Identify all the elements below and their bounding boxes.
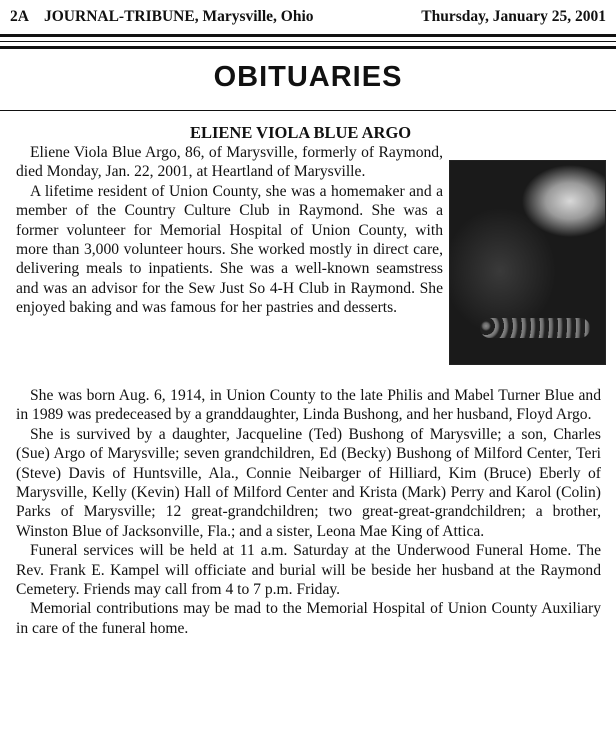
issue-date: Thursday, January 25, 2001 <box>421 8 606 25</box>
obituary-paragraph-services: Funeral services will be held at 11 a.m. Saturday at the Underwood Funeral Home. The Rev. Frank E. Kampel will officiate and burial will be beside her husband at the Raymond Cemetery. Friends may call from 4 to 7 p.m. Friday. <box>16 542 601 599</box>
masthead <box>10 6 606 28</box>
section-title: OBITUARIES <box>213 61 403 93</box>
photo-necklace-detail <box>480 318 590 338</box>
obituary-column-beside-photo <box>16 143 443 318</box>
paper-name: JOURNAL-TRIBUNE, Marysville, Ohio <box>44 8 314 25</box>
obituary-paragraph-birth: She was born Aug. 6, 1914, in Union County to the late Philis and Mabel Turner Blue and in 1989 was predeceased by a granddaughter, Linda Bushong, and her husband, Floyd Argo. <box>16 387 601 424</box>
portrait-photo <box>449 160 606 365</box>
obituary-paragraph-intro: Eliene Viola Blue Argo, 86, of Marysville, formerly of Raymond, died Monday, Jan. 22, 2001, at Heartland of Marysville. <box>16 144 443 181</box>
obituary-paragraph-survivors: She is survived by a daughter, Jacqueline (Ted) Bushong of Marysville; a son, Charles (Sue) Argo of Marysville; seven grandchildren, Ed (Becky) Bushong of Milford Center, Teri (Steve) Davis of Huntsville, Ala., Connie Neibarger of Hilliard, Kim (Bruce) Eberly of Marysville, Kelly (Kevin) Hall of Milford Center and Krista (Mark) Perry and Karol (Colin) Parks of Marysville; 12 great-grandchildren; two great-great-grandchildren; a brother, Winston Blue of Jacksonville, Fla.; and a sister, Leona Mae King of Attica. <box>16 425 601 540</box>
obituary-column-full <box>16 386 601 638</box>
masthead-rule-middle <box>0 41 616 42</box>
section-rule <box>0 110 616 111</box>
obituary-paragraph-life: A lifetime resident of Union County, she was a homemaker and a member of the Country Culture Club in Raymond. She was a former volunteer for Memorial Hospital of Union County, with more than 3,000 volunteer hours. She worked mostly in direct care, delivering meals to inpatients. She was a well-known seamstress and was an advisor for the Sew Just So 4-H Club in Raymond. She enjoyed baking and was famous for her pastries and desserts. <box>16 182 443 317</box>
masthead-rule-bottom <box>0 46 616 49</box>
page-number: 2A <box>10 8 29 25</box>
obituary-paragraph-memorial: Memorial contributions may be mad to the Memorial Hospital of Union County Auxiliary in care of the funeral home. <box>16 600 601 637</box>
masthead-rule-top <box>0 34 616 37</box>
obituary-heading: ELIENE VIOLA BLUE ARGO <box>190 123 412 142</box>
